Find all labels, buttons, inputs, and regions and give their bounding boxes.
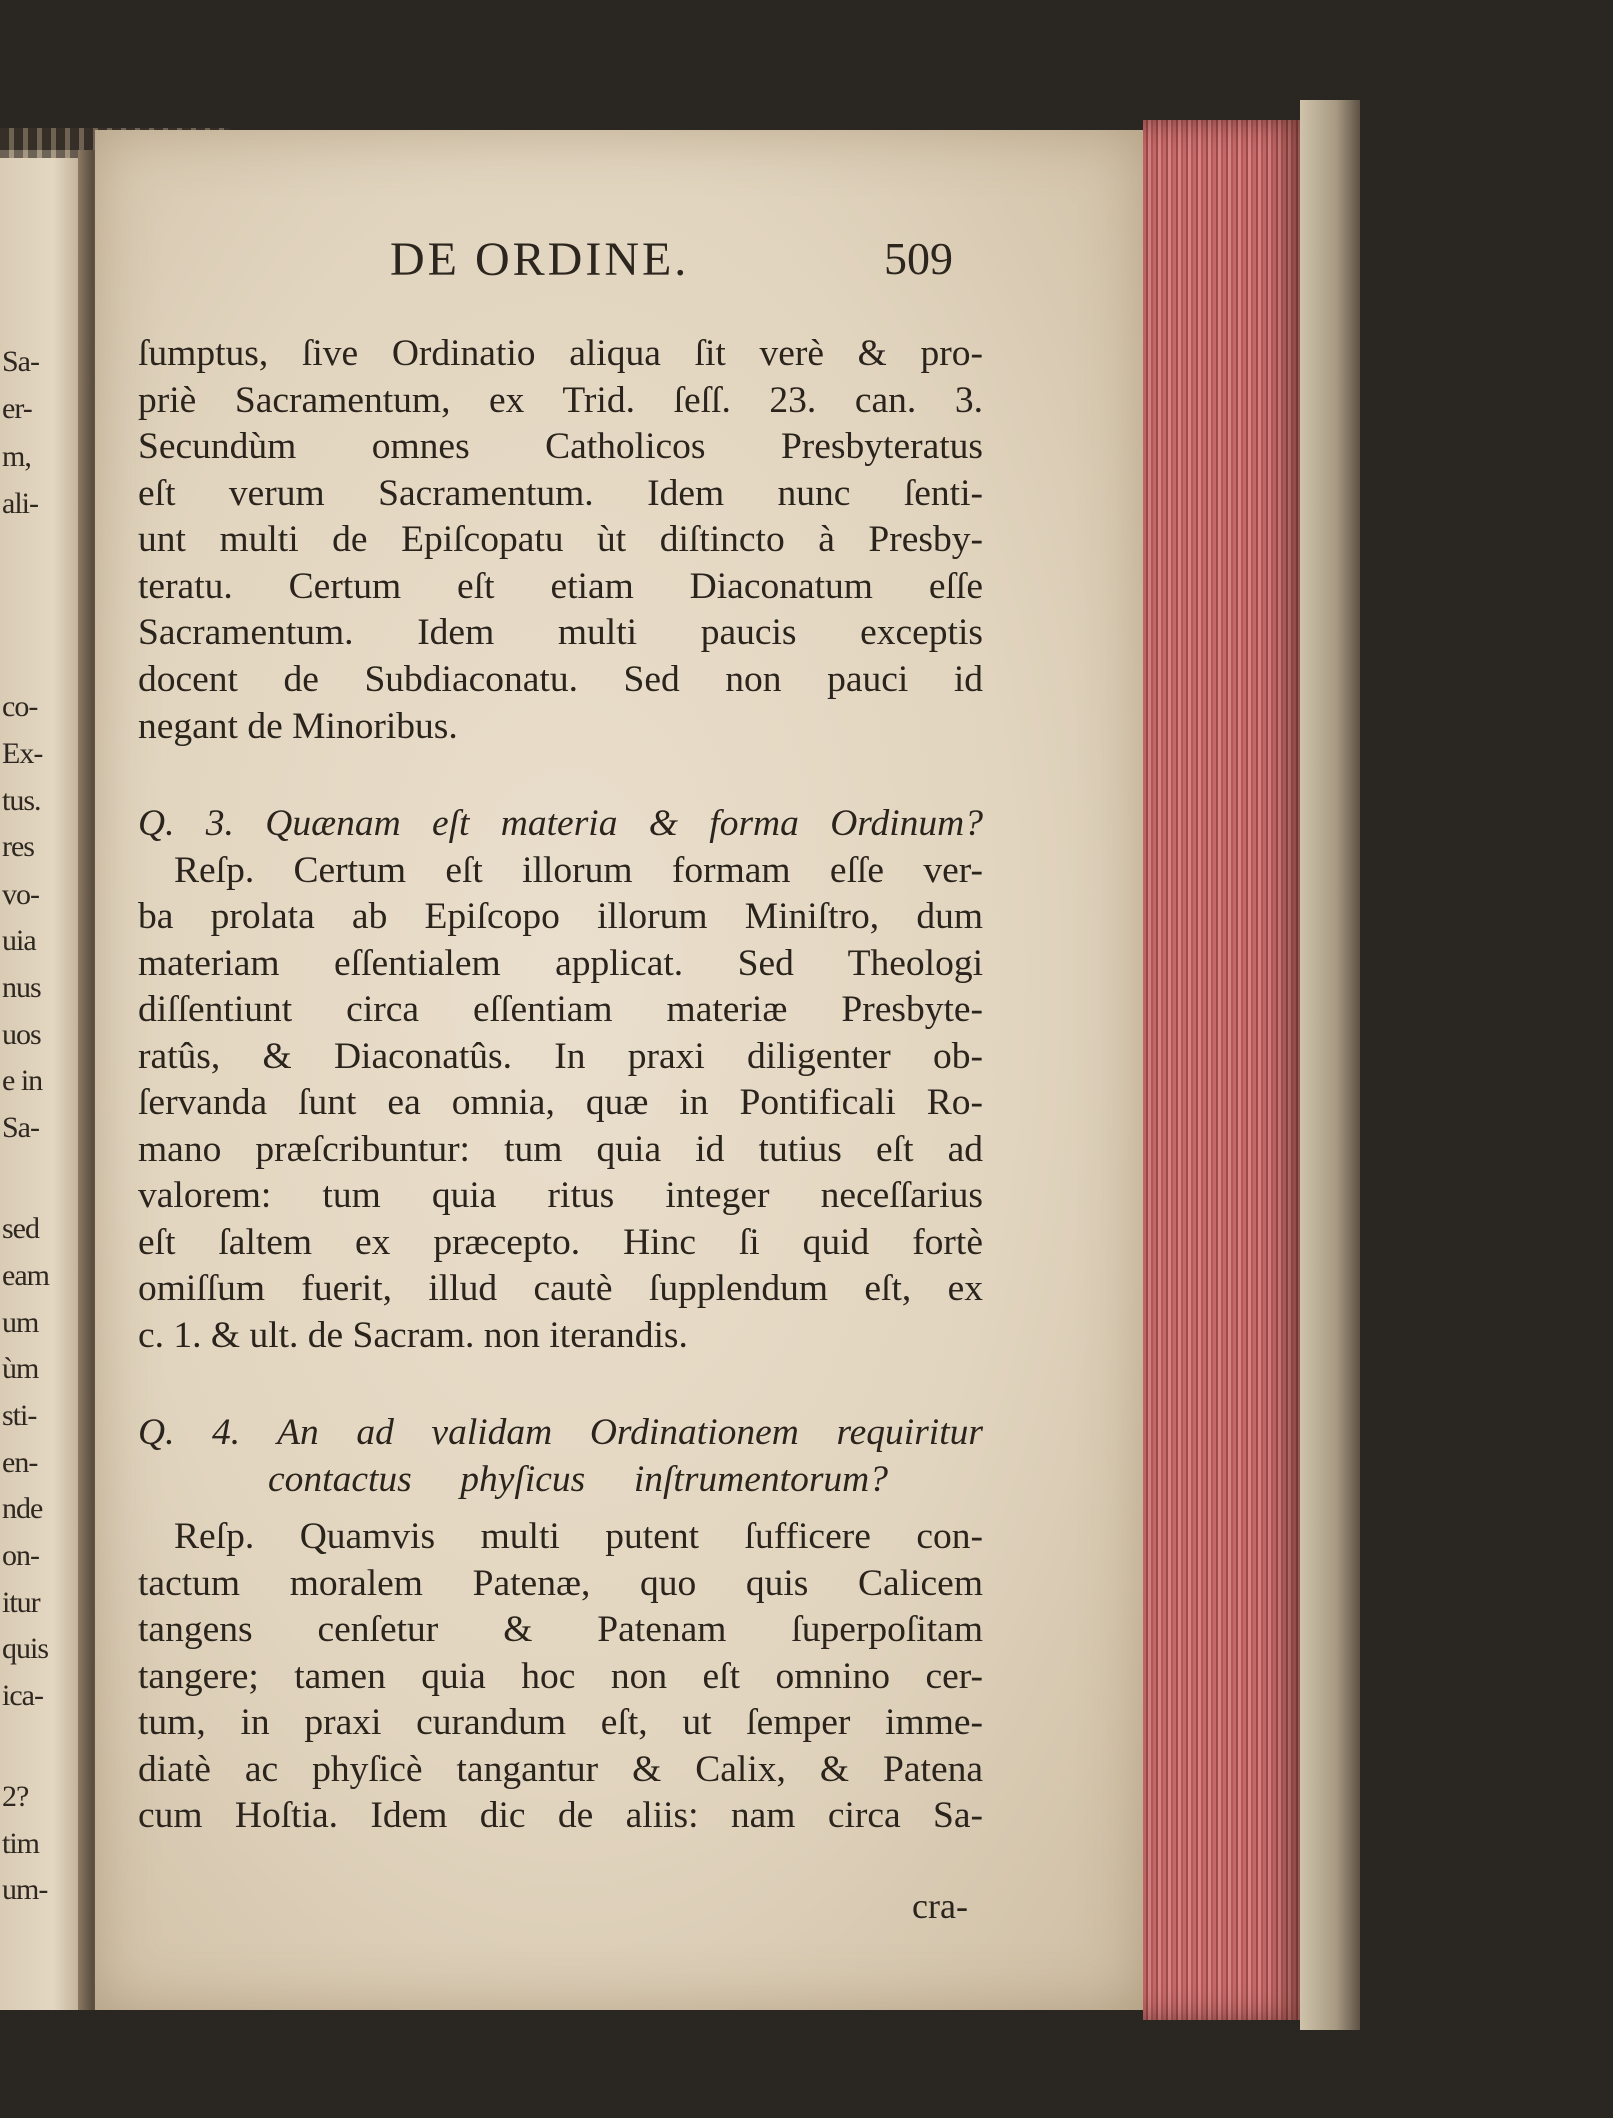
text-line: ba prolata ab Epiſcopo illorum Miniſtro, dum <box>138 898 983 936</box>
facing-page-fragment-text: ica- <box>2 1679 43 1712</box>
facing-page-fragment-text: Sa- <box>2 1111 39 1144</box>
text-line: diſſentiunt circa eſſentiam materiæ Presbyte- <box>138 991 983 1029</box>
text-line: eſt ſaltem ex præcepto. Hinc ſi quid fortè <box>138 1224 983 1262</box>
text-line: omiſſum fuerit, illud cautè ſupplendum eſt, ex <box>138 1270 983 1308</box>
facing-page-fragment-text: itur <box>2 1586 40 1619</box>
facing-page-fragment-text: ùm <box>2 1352 39 1385</box>
text-line: ſervanda ſunt ea omnia, quæ in Pontificali Ro- <box>138 1084 983 1122</box>
facing-page-fragment-text: on- <box>2 1539 39 1572</box>
running-title: DE ORDINE. <box>390 233 690 286</box>
text-line: diatè ac phyſicè tangantur & Calix, & Patena <box>138 1751 983 1789</box>
text-line: teratu. Certum eſt etiam Diaconatum eſſe <box>138 568 983 606</box>
text-line: docent de Subdiaconatu. Sed non pauci id <box>138 661 983 699</box>
text-line: Secundùm omnes Catholicos Presbyteratus <box>138 428 983 466</box>
facing-page-fragment-text: Ex- <box>2 737 43 770</box>
facing-page-fragment-text: er- <box>2 392 32 425</box>
facing-page-fragment-text: nus <box>2 971 41 1004</box>
facing-page-fragment-text: um <box>2 1306 39 1339</box>
text-line: ratûs, & Diaconatûs. In praxi diligenter ob- <box>138 1038 983 1076</box>
facing-page-fragment-text: m, <box>2 440 31 473</box>
page-edges <box>1143 120 1308 2020</box>
facing-page-fragment-text: sed <box>2 1212 39 1245</box>
facing-page-fragment-text: Sa- <box>2 345 39 378</box>
text-line: tangens cenſetur & Patenam ſuperpoſitam <box>138 1611 983 1649</box>
facing-page-fragment-text: quis <box>2 1632 49 1665</box>
facing-page-fragment-text: ali- <box>2 487 38 520</box>
book-cover-edge <box>1300 100 1360 2030</box>
text-line: mano præſcribuntur: tum quia id tutius eſt ad <box>138 1131 983 1169</box>
text-line: c. 1. & ult. de Sacram. non iterandis. <box>138 1317 688 1355</box>
facing-page-fragment-text: um- <box>2 1873 48 1906</box>
facing-page-fragment-text: uos <box>2 1018 41 1051</box>
text-line: Q. 4. An ad validam Ordinationem requiritur <box>138 1414 983 1452</box>
text-line: contactus phyſicus inſtrumentorum? <box>268 1461 888 1499</box>
facing-page-fragment-text: uia <box>2 924 36 957</box>
facing-page-fragment-text: nde <box>2 1492 43 1525</box>
text-line: Sacramentum. Idem multi paucis exceptis <box>138 614 983 652</box>
text-line: materiam eſſentialem applicat. Sed Theologi <box>138 945 983 983</box>
facing-page-fragment-text: eam <box>2 1259 49 1292</box>
facing-page-fragment-text: co- <box>2 690 38 723</box>
facing-page-fragment-text: sti- <box>2 1399 37 1432</box>
text-line: Q. 3. Quænam eſt materia & forma Ordinum? <box>138 805 983 843</box>
text-line: unt multi de Epiſcopatu ùt diſtincto à Presby- <box>138 521 983 559</box>
text-line: ſumptus, ſive Ordinatio aliqua ſit verè & pro- <box>138 335 983 373</box>
page-number: 509 <box>884 233 953 284</box>
facing-page-fragment-text: vo- <box>2 878 39 911</box>
facing-page-fragment-text: tus. <box>2 784 41 817</box>
text-line: tum, in praxi curandum eſt, ut ſemper imme- <box>138 1704 983 1742</box>
facing-page-fragment-text: 2? <box>2 1780 29 1813</box>
text-line: eſt verum Sacramentum. Idem nunc ſenti- <box>138 475 983 513</box>
text-line: Reſp. Quamvis multi putent ſufficere con- <box>174 1518 983 1556</box>
facing-page-fragment-text: tim <box>2 1827 40 1860</box>
text-line: valorem: tum quia ritus integer neceſſarius <box>138 1177 983 1215</box>
text-line: cum Hoſtia. Idem dic de aliis: nam circa Sa- <box>138 1797 983 1835</box>
text-line: tangere; tamen quia hoc non eſt omnino cer- <box>138 1658 983 1696</box>
facing-page-fragment-text: en- <box>2 1446 38 1479</box>
text-line: negant de Minoribus. <box>138 708 458 746</box>
text-line: tactum moralem Patenæ, quo quis Calicem <box>138 1565 983 1603</box>
catchword: cra- <box>912 1886 968 1926</box>
text-line: Reſp. Certum eſt illorum formam eſſe ver- <box>174 852 983 890</box>
facing-page-fragment-text: res <box>2 830 34 863</box>
facing-page-fragment-text: e in <box>2 1064 43 1097</box>
text-line: priè Sacramentum, ex Trid. ſeſſ. 23. can. 3. <box>138 382 983 420</box>
